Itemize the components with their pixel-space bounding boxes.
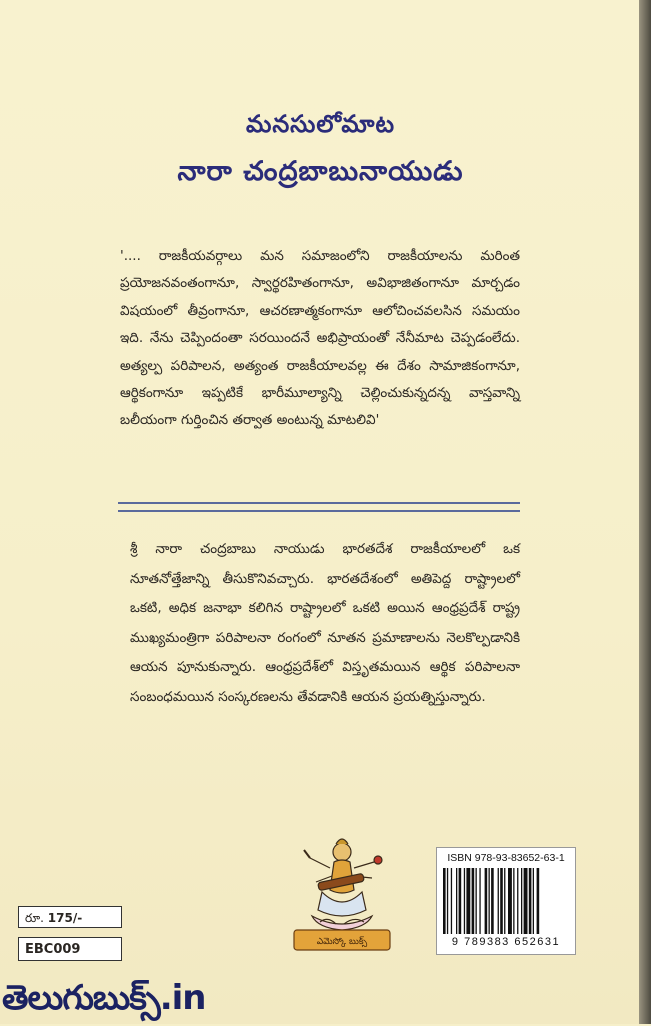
barcode-number: 9 789383 652631 <box>451 936 561 948</box>
about-author-paragraph: శ్రీ నారా చంద్రబాబు నాయుడు భారతదేశ రాజకీయాలలో ఒక నూతనోత్తేజాన్ని తీసుకొనివచ్చారు. భారతదేశంలో అతిపెద్ద రాష్ట్రాలలో ఒకటి, అధిక జనాభా కలిగిన రాష్ట్రాలలో ఒకటి అయిన ఆంధ్రప్రదేశ్ రాష్ట్ర ముఖ్యమంత్రిగా పరిపాలనా రంగంలో నూతన ప్రమాణాలను నెలకొల్పడానికి ఆయన పూనుకున్నారు. ఆంధ్రప్రదేశ్‌లో విస్తృతమయిన ఆర్థిక పరిపాలనా సంబంధమయిన సంస్కరణలను తేవడానికి ఆయన ప్రయత్నిస్తున్నారు. <box>130 541 520 705</box>
book-title: మనసులోమాట <box>245 110 396 138</box>
barcode-icon <box>443 868 569 934</box>
isbn-label: ISBN 978-93-83652-63-1 <box>447 852 565 864</box>
isbn-barcode-block <box>436 847 576 955</box>
book-edge <box>639 0 651 1024</box>
price-value: 175/- <box>47 911 83 925</box>
price-prefix: రూ. <box>25 911 44 925</box>
price-box <box>18 906 122 928</box>
quote-paragraph: '.... రాజకీయవర్గాలు మన సమాజంలోని రాజకీయాలను మరింత ప్రయోజనవంతంగానూ, స్వార్థరహితంగానూ, అవిభాజితంగానూ మార్చడం విషయంలో తీవ్రంగానూ, ఆచరణాత్మకంగానూ ఆలోచించవలసిన సమయం ఇది. నేను చెప్పిందంతా సరయిందనే అభిప్రాయంతో నేనీమాట చెప్పడంలేదు. అత్యల్ప పరిపాలన, అత్యంత రాజకీయాలవల్ల ఈ దేశం సామాజికంగానూ, ఆర్థికంగానూ ఇప్పటికే భారీమూల్యాన్ని చెల్లించుకున్నదన్న వాస్తవాన్ని బలీయంగా గుర్తించిన తర్వాత అంటున్న మాటలివి' <box>120 248 520 429</box>
double-rule-divider <box>118 502 520 512</box>
publisher-logo-saraswati-icon <box>282 832 402 956</box>
website-watermark: తెలుగుబుక్స్.in <box>2 978 206 1018</box>
author-name: నారా చంద్రబాబునాయుడు <box>177 156 464 187</box>
product-code-box: EBC009 <box>18 937 122 961</box>
publisher-name: ఎమెస్కో బుక్స్ <box>316 937 368 947</box>
